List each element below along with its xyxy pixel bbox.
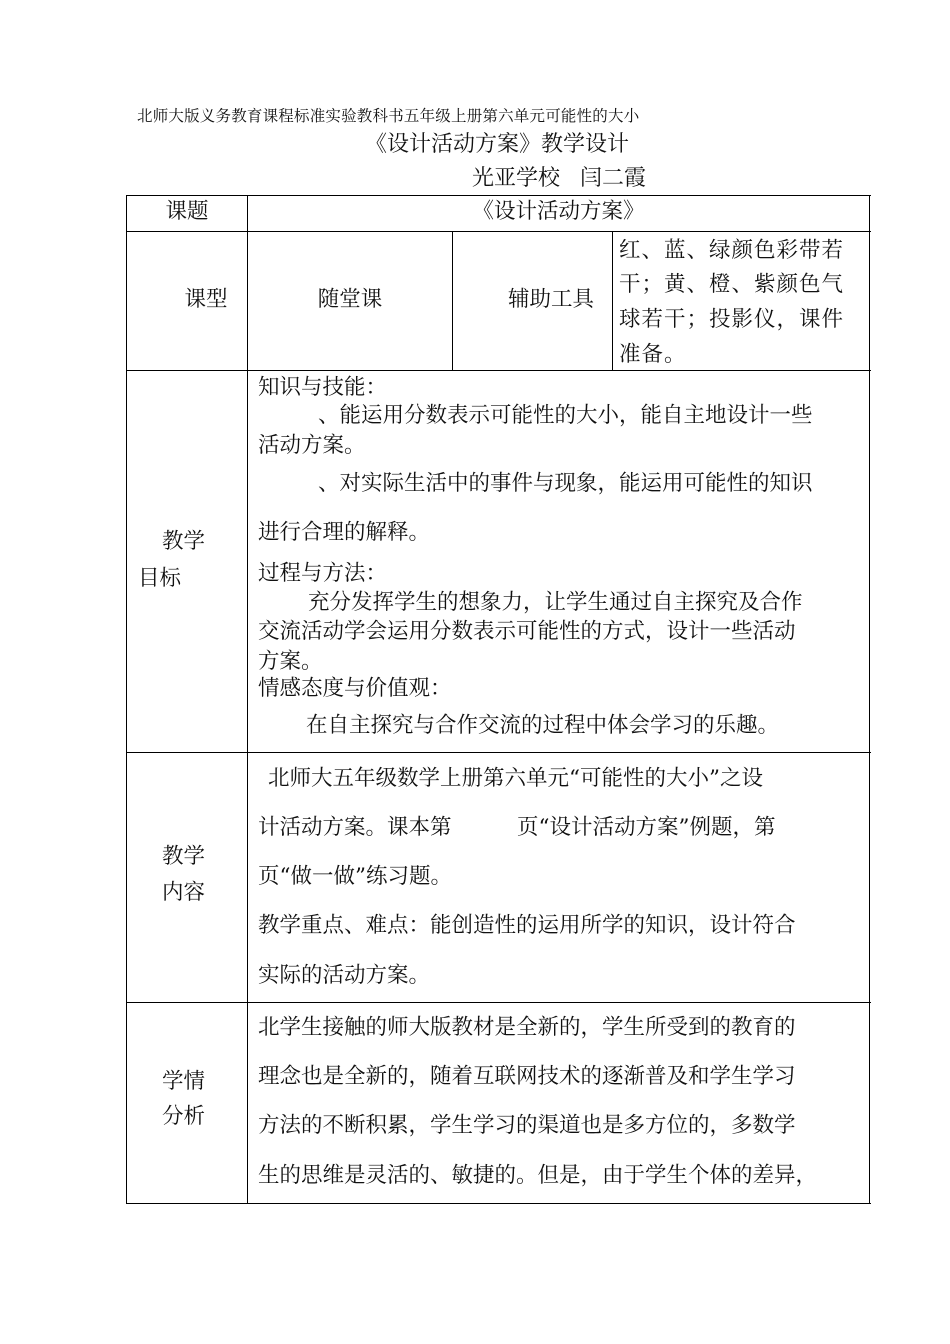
analysis-line: 生的思维是灵活的、敏捷的。但是，由于学生个体的差异， xyxy=(258,1163,818,1188)
table-border-left xyxy=(126,195,127,1204)
school-name: 光亚学校 xyxy=(472,166,561,191)
goals-line: 在自主探究与合作交流的过程中体会学习的乐趣。 xyxy=(306,713,780,738)
analysis-label-line: 分析 xyxy=(162,1104,206,1129)
table-divider xyxy=(126,231,871,232)
analysis-line: 方法的不断积累，学生学习的渠道也是多方位的，多数学 xyxy=(258,1113,796,1138)
table-divider xyxy=(126,370,871,371)
table-border-top xyxy=(126,195,871,196)
goals-line: 进行合理的解释。 xyxy=(258,520,431,545)
table-column-divider xyxy=(247,195,248,1204)
document-subtitle: 北师大版义务教育课程标准实验教科书五年级上册第六单元可能性的大小 xyxy=(137,107,640,125)
goals-line: 活动方案。 xyxy=(258,433,366,458)
type-label: 课型 xyxy=(184,287,228,312)
analysis-label-line: 学情 xyxy=(162,1069,206,1094)
type-value: 随堂课 xyxy=(317,287,383,312)
analysis-line: 理念也是全新的，随着互联网技术的逐渐普及和学生学习 xyxy=(258,1064,796,1089)
content-line: 计活动方案。课本第 xyxy=(258,815,452,840)
tools-line: 准备。 xyxy=(619,342,687,367)
goals-label-line: 目标 xyxy=(138,566,182,591)
table-border-bottom xyxy=(126,1203,871,1204)
content-line: 实际的活动方案。 xyxy=(258,963,431,988)
content-label-line: 教学 xyxy=(162,844,206,869)
teacher-name: 闫二霞 xyxy=(580,166,647,191)
tools-label: 辅助工具 xyxy=(507,287,594,312)
content-line: 北师大五年级数学上册第六单元“可能性的大小”之设 xyxy=(268,766,763,791)
tools-line: 球若干；投影仪，课件 xyxy=(619,307,845,332)
table-border-right xyxy=(869,195,870,1204)
content-line: 教学重点、难点：能创造性的运用所学的知识，设计符合 xyxy=(258,913,796,938)
goals-line: 交流活动学会运用分数表示可能性的方式，设计一些活动 xyxy=(258,619,796,644)
goals-heading: 知识与技能： xyxy=(258,375,388,400)
topic-value: 《设计活动方案》 xyxy=(472,199,645,224)
goals-heading: 情感态度与价值观： xyxy=(258,676,452,701)
content-line: 页“设计活动方案”例题，第 xyxy=(517,815,776,840)
tools-line: 红、蓝、绿颜色彩带若 xyxy=(619,238,845,263)
author-line xyxy=(472,161,646,192)
goals-heading: 过程与方法： xyxy=(258,561,388,586)
table-divider xyxy=(126,1002,871,1003)
goals-line: 、能运用分数表示可能性的大小，能自主地设计一些 xyxy=(318,403,813,428)
topic-label: 课题 xyxy=(165,199,209,224)
content-line: 页“做一做”练习题。 xyxy=(258,864,452,889)
goals-line: 、对实际生活中的事件与现象，能运用可能性的知识 xyxy=(318,471,813,496)
goals-line: 充分发挥学生的想象力，让学生通过自主探究及合作 xyxy=(308,590,803,615)
table-divider xyxy=(126,752,871,753)
document-title: 《设计活动方案》教学设计 xyxy=(365,132,630,157)
goals-line: 方案。 xyxy=(258,649,323,674)
tools-line: 干；黄、橙、紫颜色气 xyxy=(619,272,845,297)
content-label-line: 内容 xyxy=(162,880,206,905)
goals-label-line: 教学 xyxy=(162,529,206,554)
analysis-line: 北学生接触的师大版教材是全新的，学生所受到的教育的 xyxy=(258,1015,796,1040)
